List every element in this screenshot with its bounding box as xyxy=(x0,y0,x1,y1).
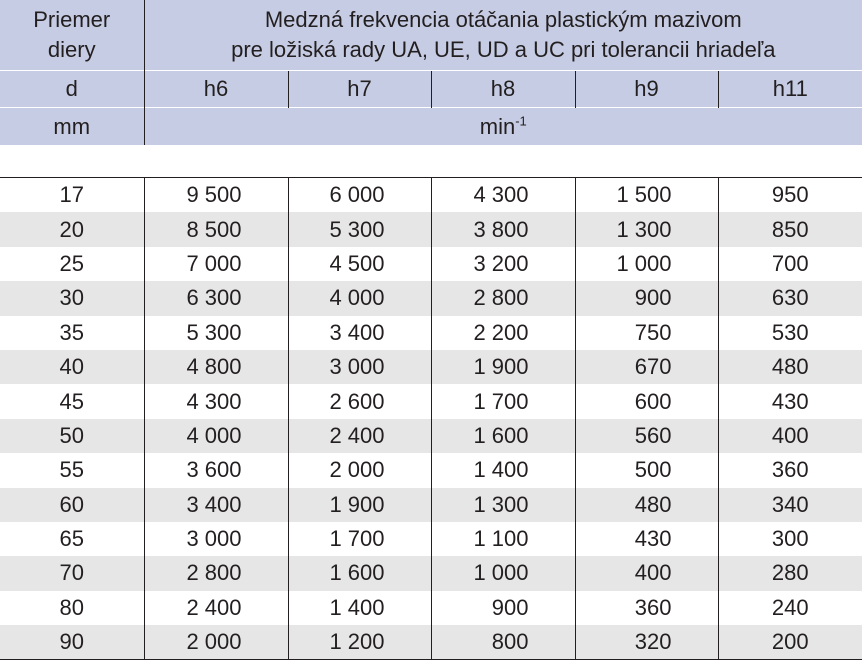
speed-cell-h9: 1 000 xyxy=(575,247,718,281)
bore-diameter-cell: 35 xyxy=(59,319,84,345)
header-gap-row xyxy=(0,145,862,178)
speed-cell-h6: 4 000 xyxy=(144,419,288,453)
speed-cell-h9: 560 xyxy=(575,419,718,453)
speed-cell-h11: 850 xyxy=(718,212,862,246)
bore-diameter-cell: 45 xyxy=(59,388,84,414)
speed-cell-h7: 1 600 xyxy=(288,556,431,590)
speed-cell-h6: 6 300 xyxy=(144,281,288,315)
speed-cell-h6: 8 500 xyxy=(144,212,288,246)
speed-cell-h9: 500 xyxy=(575,453,718,487)
speed-cell-h7: 2 000 xyxy=(288,453,431,487)
table-row xyxy=(0,556,862,590)
speed-cell-h8: 4 300 xyxy=(431,178,575,213)
table-row xyxy=(0,212,862,246)
speed-cell-h8: 3 200 xyxy=(431,247,575,281)
speed-cell-h6: 2 000 xyxy=(144,625,288,660)
table-row xyxy=(0,281,862,315)
speed-cell-h11: 400 xyxy=(718,419,862,453)
speed-cell-h11: 950 xyxy=(718,178,862,213)
speed-cell-h11: 200 xyxy=(718,625,862,660)
table-row xyxy=(0,247,862,281)
speed-cell-h9: 430 xyxy=(575,522,718,556)
speed-cell-h11: 480 xyxy=(718,350,862,384)
speed-cell-h9: 360 xyxy=(575,591,718,625)
bore-header-line2: diery xyxy=(47,37,96,62)
unit-speed xyxy=(144,108,862,146)
bore-diameter-cell: 55 xyxy=(59,457,84,483)
speed-cell-h8: 1 000 xyxy=(431,556,575,590)
speed-cell-h9: 480 xyxy=(575,488,718,522)
header-title-row xyxy=(0,0,862,71)
speed-cell-h11: 240 xyxy=(718,591,862,625)
header-tolerance-row xyxy=(0,71,862,108)
bore-diameter-cell: 50 xyxy=(0,419,144,453)
speed-cell-h6: 5 300 xyxy=(144,316,288,350)
speed-cell-h11: 280 xyxy=(718,556,862,590)
speed-cell-h11: 630 xyxy=(718,281,862,315)
speed-cell-h8: 3 800 xyxy=(431,212,575,246)
speed-cell-h9: 600 xyxy=(575,384,718,418)
title-line1: Medzná frekvencia otáčania plastickým mazivom xyxy=(264,7,742,32)
speed-cell-h8: 1 900 xyxy=(431,350,575,384)
tolerance-h6: h6 xyxy=(144,71,288,108)
bore-diameter-cell: 25 xyxy=(59,250,84,276)
speed-cell-h6: 2 400 xyxy=(144,591,288,625)
bore-diameter-cell: 17 xyxy=(59,182,84,208)
tolerance-h11: h11 xyxy=(718,71,862,108)
tolerance-h7: h7 xyxy=(288,71,431,108)
title-line2: pre ložiská rady UA, UE, UD a UC pri tolerancii hriadeľa xyxy=(231,37,776,62)
speed-cell-h6: 7 000 xyxy=(144,247,288,281)
speed-cell-h8: 1 300 xyxy=(431,488,575,522)
speed-cell-h9: 670 xyxy=(575,350,718,384)
speed-cell-h9: 1 500 xyxy=(575,178,718,213)
speed-cell-h6: 3 400 xyxy=(144,488,288,522)
bore-diameter-cell: 20 xyxy=(0,212,144,246)
bore-diameter-header xyxy=(0,0,144,71)
speed-cell-h7: 1 700 xyxy=(288,522,431,556)
tolerance-h9: h9 xyxy=(575,71,718,108)
table-row xyxy=(0,488,862,522)
bore-diameter-cell: 30 xyxy=(0,281,144,315)
tolerance-h8: h8 xyxy=(431,71,575,108)
unit-mm: mm xyxy=(0,108,144,146)
d-label: d xyxy=(0,71,144,108)
header-unit-row xyxy=(0,108,862,146)
speed-cell-h7: 6 000 xyxy=(288,178,431,213)
speed-cell-h11: 340 xyxy=(718,488,862,522)
bore-header-line1: Priemer xyxy=(33,7,111,32)
unit-speed-exponent: -1 xyxy=(515,113,527,129)
table-row xyxy=(0,522,862,556)
speed-cell-h8: 1 400 xyxy=(431,453,575,487)
table-row xyxy=(0,625,862,660)
speed-cell-h7: 1 900 xyxy=(288,488,431,522)
bore-diameter-cell: 70 xyxy=(0,556,144,590)
speed-cell-h7: 1 200 xyxy=(288,625,431,660)
speed-cell-h7: 2 400 xyxy=(288,419,431,453)
speed-cell-h8: 1 600 xyxy=(431,419,575,453)
speed-cell-h11: 430 xyxy=(718,384,862,418)
speed-cell-h7: 3 000 xyxy=(288,350,431,384)
table-row xyxy=(0,316,862,350)
speed-cell-h6: 4 800 xyxy=(144,350,288,384)
speed-cell-h7: 2 600 xyxy=(288,384,431,418)
speed-cell-h7: 5 300 xyxy=(288,212,431,246)
speed-cell-h8: 800 xyxy=(431,625,575,660)
speed-cell-h8: 900 xyxy=(431,591,575,625)
speed-cell-h7: 4 000 xyxy=(288,281,431,315)
table-row xyxy=(0,350,862,384)
bore-diameter-cell: 65 xyxy=(59,526,84,552)
speed-cell-h7: 1 400 xyxy=(288,591,431,625)
speed-cell-h11: 700 xyxy=(718,247,862,281)
bore-diameter-cell: 90 xyxy=(0,625,144,660)
speed-cell-h11: 300 xyxy=(718,522,862,556)
bore-diameter-cell: 40 xyxy=(0,350,144,384)
speed-cell-h6: 3 600 xyxy=(144,453,288,487)
bore-diameter-cell: 60 xyxy=(0,488,144,522)
speed-cell-h8: 2 800 xyxy=(431,281,575,315)
table-row xyxy=(0,384,862,418)
speed-cell-h9: 1 300 xyxy=(575,212,718,246)
speed-cell-h11: 530 xyxy=(718,316,862,350)
speed-cell-h7: 3 400 xyxy=(288,316,431,350)
speed-cell-h9: 400 xyxy=(575,556,718,590)
speed-cell-h6: 3 000 xyxy=(144,522,288,556)
table-row xyxy=(0,453,862,487)
speed-cell-h6: 4 300 xyxy=(144,384,288,418)
speed-cell-h9: 900 xyxy=(575,281,718,315)
speed-cell-h8: 1 100 xyxy=(431,522,575,556)
speed-cell-h8: 2 200 xyxy=(431,316,575,350)
table-title xyxy=(144,0,862,71)
table-row xyxy=(0,419,862,453)
table-row xyxy=(0,178,862,213)
unit-speed-base: min xyxy=(479,113,516,139)
speed-cell-h7: 4 500 xyxy=(288,247,431,281)
speed-cell-h6: 9 500 xyxy=(144,178,288,213)
speed-cell-h9: 320 xyxy=(575,625,718,660)
table-row xyxy=(0,591,862,625)
speed-cell-h6: 2 800 xyxy=(144,556,288,590)
speed-cell-h8: 1 700 xyxy=(431,384,575,418)
speed-cell-h11: 360 xyxy=(718,453,862,487)
bore-diameter-cell: 80 xyxy=(59,594,84,620)
speed-cell-h9: 750 xyxy=(575,316,718,350)
